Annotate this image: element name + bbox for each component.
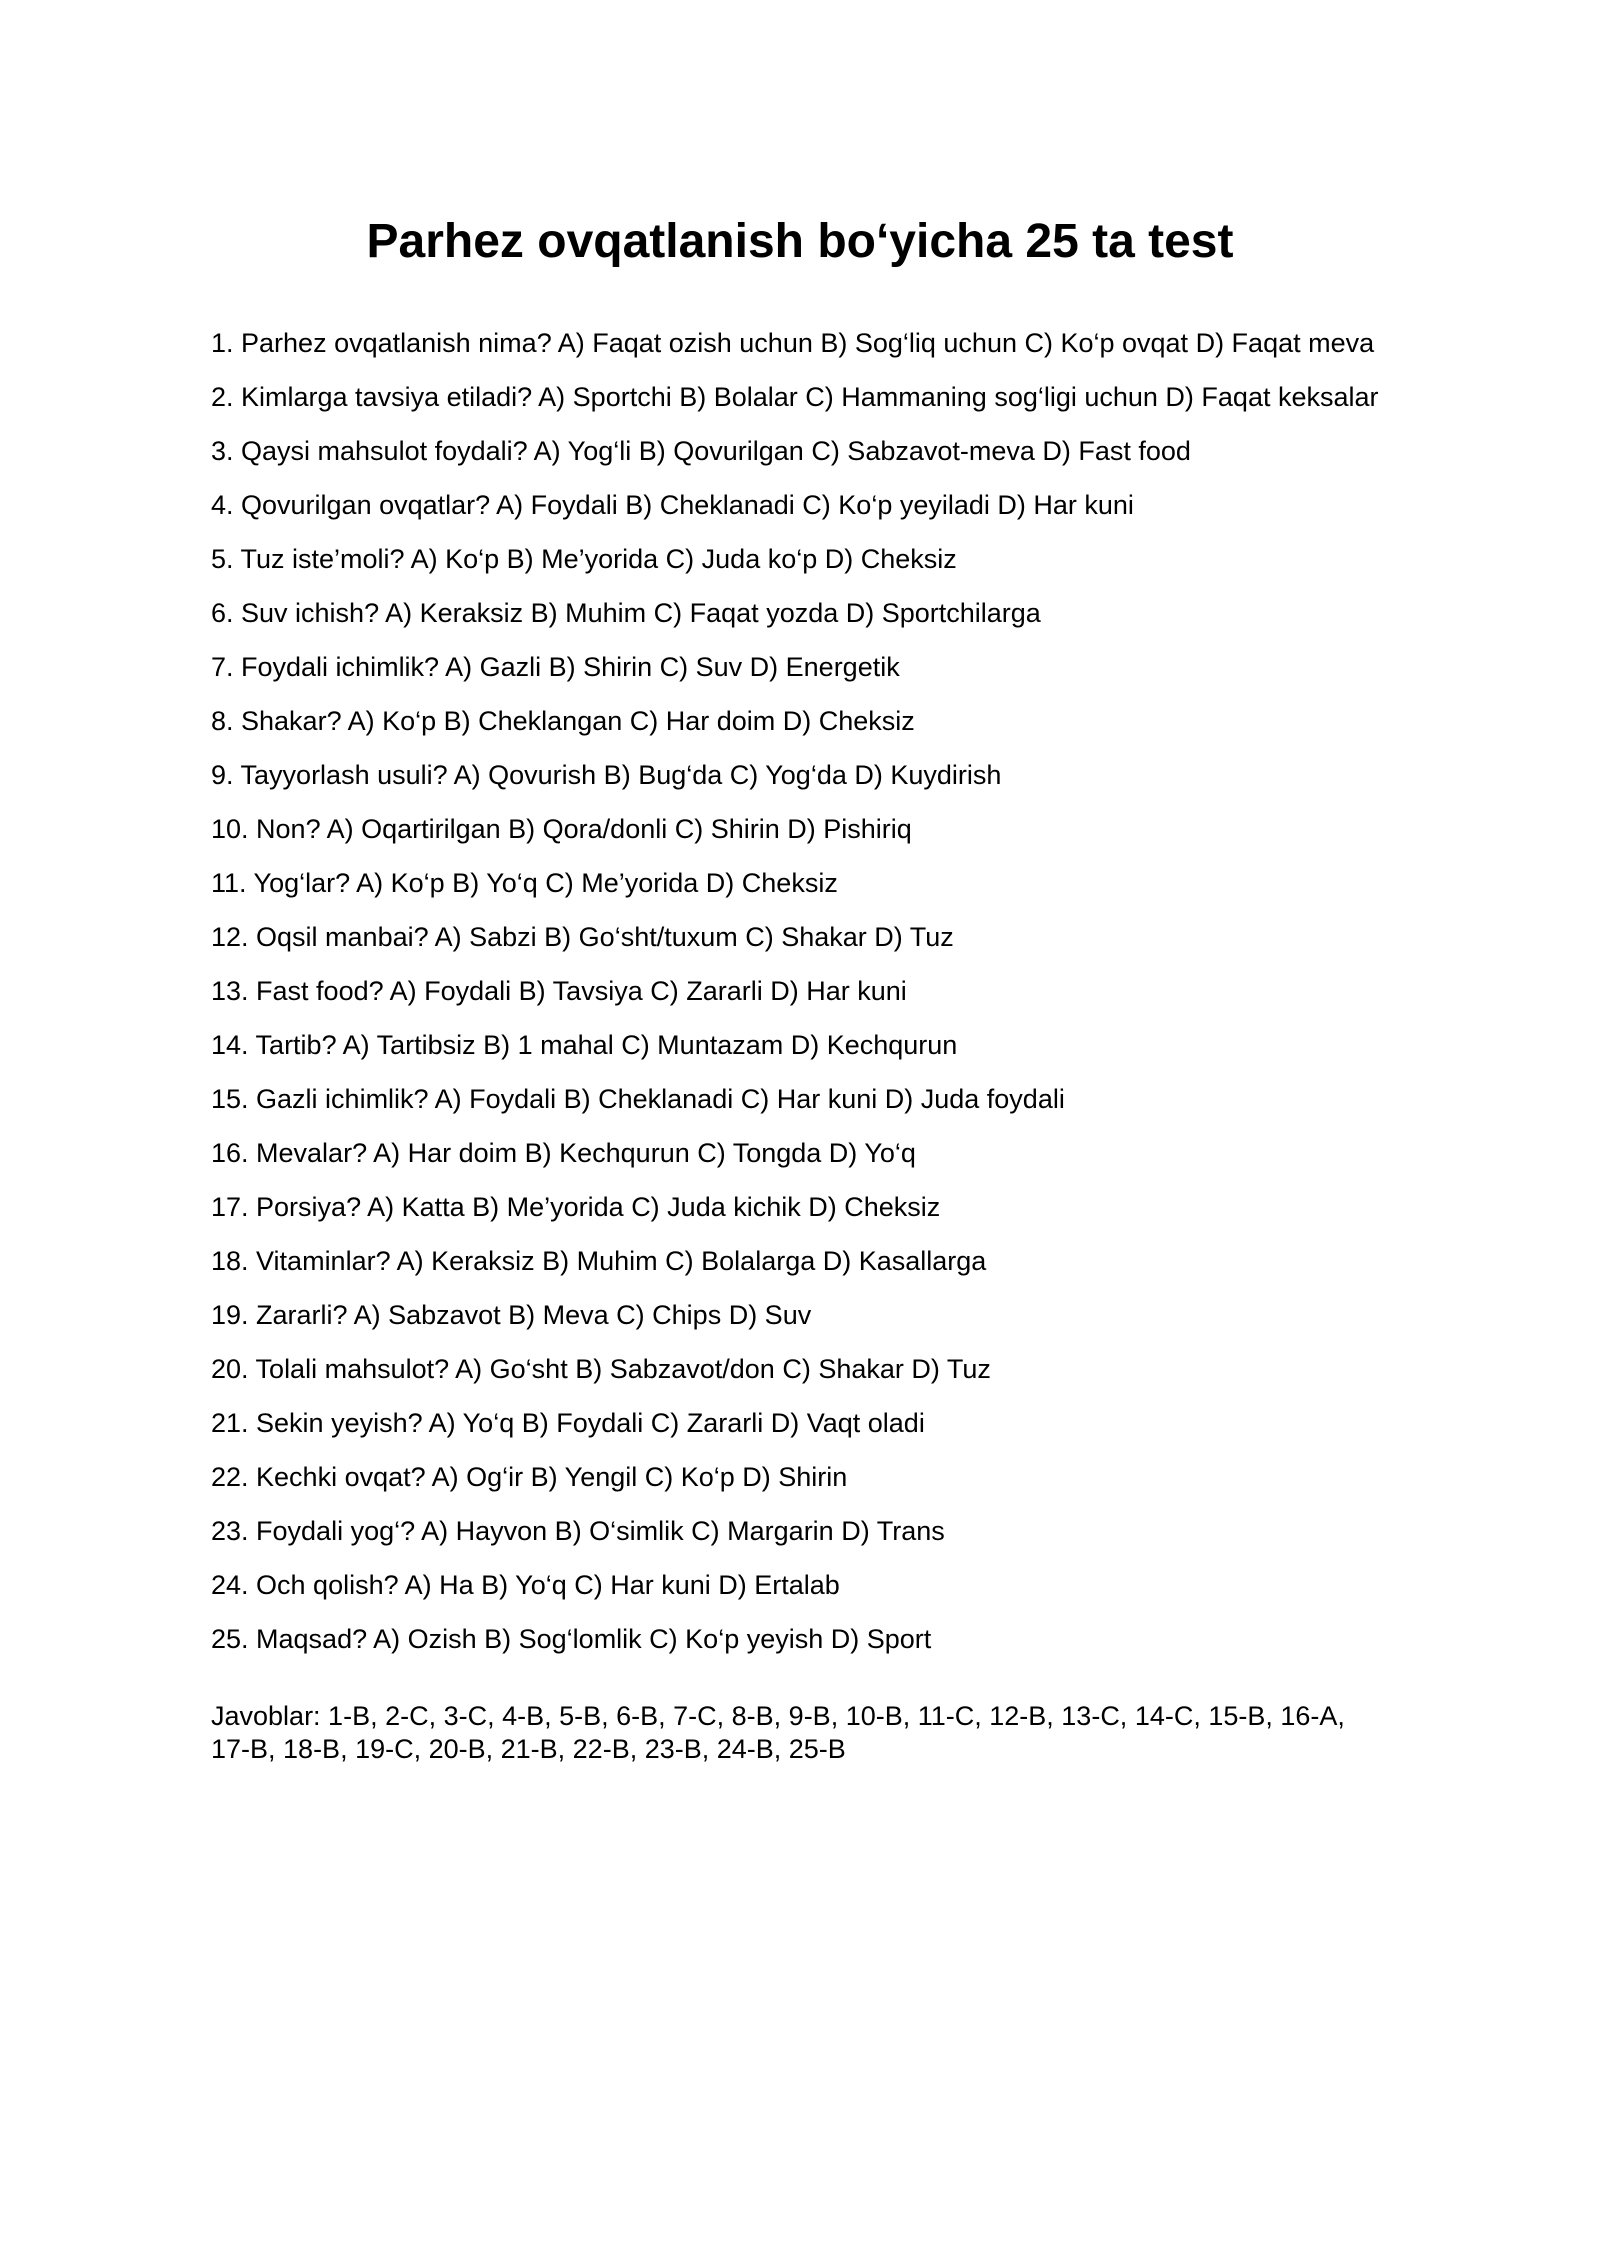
- question-item: 11. Yog‘lar? A) Ko‘p B) Yo‘q C) Me’yorida D) Cheksiz: [211, 868, 838, 898]
- document-title: Parhez ovqatlanish bo‘yicha 25 ta test: [366, 215, 1234, 268]
- question-item: 19. Zararli? A) Sabzavot B) Meva C) Chips D) Suv: [211, 1300, 812, 1330]
- question-item: 20. Tolali mahsulot? A) Go‘sht B) Sabzavot/don C) Shakar D) Tuz: [211, 1354, 991, 1384]
- answer-key-line: Javoblar: 1-B, 2-C, 3-C, 4-B, 5-B, 6-B, 7-C, 8-B, 9-B, 10-B, 11-C, 12-B, 13-C, 14-C, 15-B, 16-A,: [211, 1701, 1345, 1731]
- question-item: 7. Foydali ichimlik? A) Gazli B) Shirin C) Suv D) Energetik: [211, 652, 900, 682]
- question-item: 6. Suv ichish? A) Keraksiz B) Muhim C) Faqat yozda D) Sportchilarga: [211, 598, 1041, 628]
- question-list: [211, 316, 1411, 1666]
- question-item: 1. Parhez ovqatlanish nima? A) Faqat ozish uchun B) Sog‘liq uchun C) Ko‘p ovqat D) Faqat meva: [211, 328, 1375, 358]
- question-item: 10. Non? A) Oqartirilgan B) Qora/donli C) Shirin D) Pishiriq: [211, 814, 912, 844]
- question-item: 13. Fast food? A) Foydali B) Tavsiya C) Zararli D) Har kuni: [211, 976, 907, 1006]
- question-item: 14. Tartib? A) Tartibsiz B) 1 mahal C) Muntazam D) Kechqurun: [211, 1030, 958, 1060]
- question-item: 16. Mevalar? A) Har doim B) Kechqurun C) Tongda D) Yo‘q: [211, 1138, 916, 1168]
- question-item: 3. Qaysi mahsulot foydali? A) Yog‘li B) Qovurilgan C) Sabzavot-meva D) Fast food: [211, 436, 1191, 466]
- question-item: 21. Sekin yeyish? A) Yo‘q B) Foydali C) Zararli D) Vaqt oladi: [211, 1408, 925, 1438]
- question-item: 18. Vitaminlar? A) Keraksiz B) Muhim C) Bolalarga D) Kasallarga: [211, 1246, 987, 1276]
- question-item: 9. Tayyorlash usuli? A) Qovurish B) Bug‘da C) Yog‘da D) Kuydirish: [211, 760, 1002, 790]
- question-item: 24. Och qolish? A) Ha B) Yo‘q C) Har kuni D) Ertalab: [211, 1570, 840, 1600]
- question-item: 2. Kimlarga tavsiya etiladi? A) Sportchi B) Bolalar C) Hammaning sog‘ligi uchun D) Faqat keksalar: [211, 382, 1379, 412]
- answer-key: [211, 1700, 1411, 1766]
- answer-key-line: 17-B, 18-B, 19-C, 20-B, 21-B, 22-B, 23-B, 24-B, 25-B: [211, 1734, 846, 1764]
- question-item: 8. Shakar? A) Ko‘p B) Cheklangan C) Har doim D) Cheksiz: [211, 706, 915, 736]
- question-item: 25. Maqsad? A) Ozish B) Sog‘lomlik C) Ko‘p yeyish D) Sport: [211, 1624, 932, 1654]
- question-item: 17. Porsiya? A) Katta B) Me’yorida C) Juda kichik D) Cheksiz: [211, 1192, 941, 1222]
- question-item: 15. Gazli ichimlik? A) Foydali B) Cheklanadi C) Har kuni D) Juda foydali: [211, 1084, 1065, 1114]
- question-item: 5. Tuz iste’moli? A) Ko‘p B) Me’yorida C) Juda ko‘p D) Cheksiz: [211, 544, 957, 574]
- question-item: 12. Oqsil manbai? A) Sabzi B) Go‘sht/tuxum C) Shakar D) Tuz: [211, 922, 954, 952]
- question-item: 23. Foydali yog‘? A) Hayvon B) O‘simlik C) Margarin D) Trans: [211, 1516, 945, 1546]
- question-item: 22. Kechki ovqat? A) Og‘ir B) Yengil C) Ko‘p D) Shirin: [211, 1462, 848, 1492]
- question-item: 4. Qovurilgan ovqatlar? A) Foydali B) Cheklanadi C) Ko‘p yeyiladi D) Har kuni: [211, 490, 1134, 520]
